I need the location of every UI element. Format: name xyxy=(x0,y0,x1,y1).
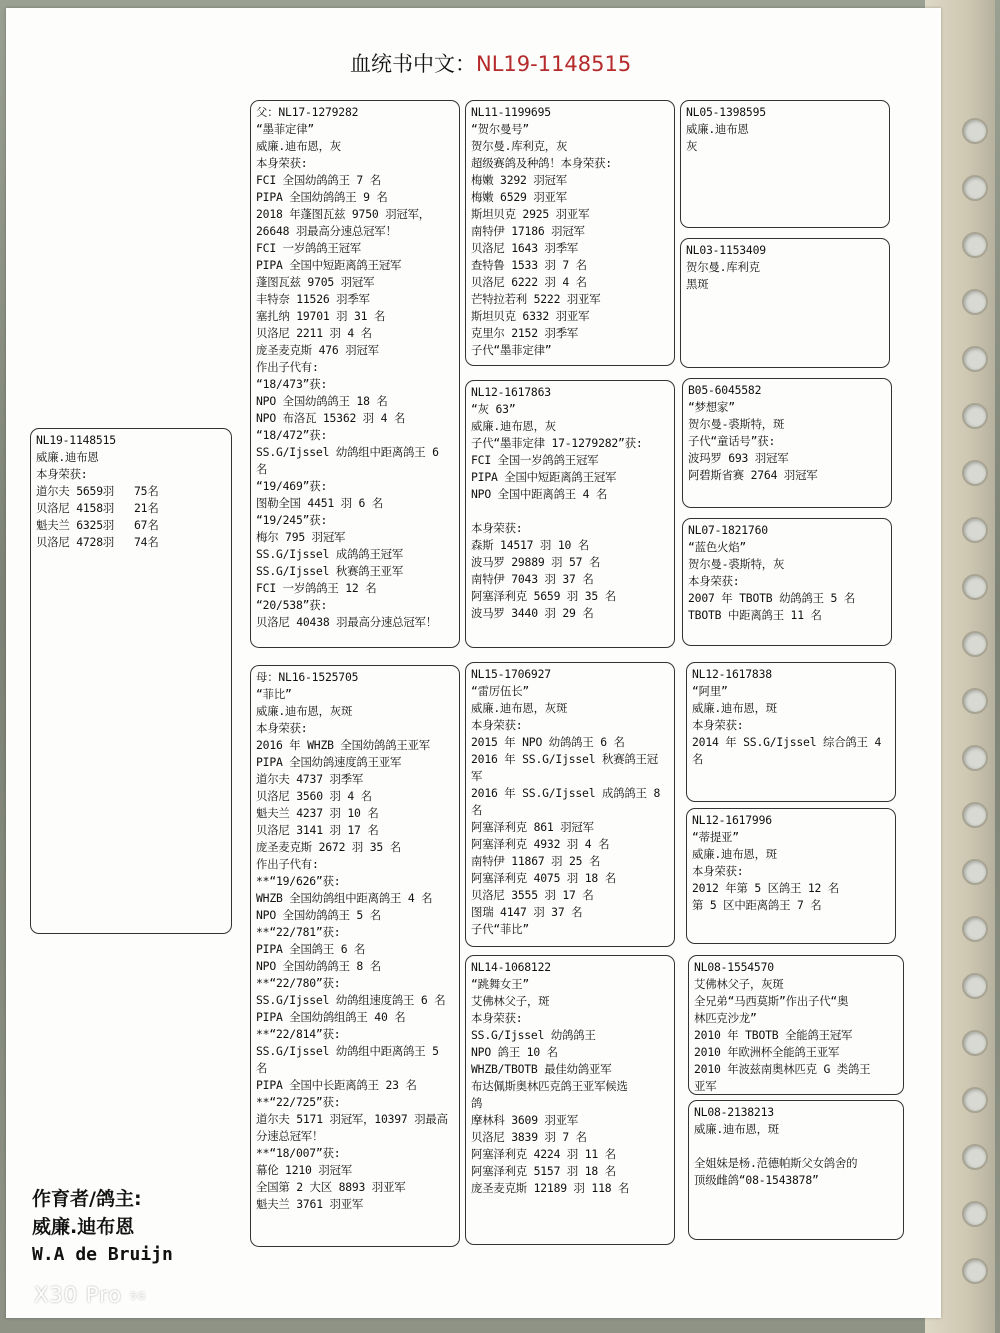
pedigree-line: 母：NL16-1525705 xyxy=(256,670,359,684)
pedigree-line: 魁夫兰 6325羽 67名 xyxy=(36,518,159,532)
pedigree-line: 威廉.迪布恩，灰 xyxy=(256,139,341,153)
pedigree-line xyxy=(471,503,669,520)
pedigree-line: NPO 全国幼鸽鸽王 5 名 xyxy=(256,908,381,922)
pedigree-line: “20/538”获: xyxy=(256,598,328,612)
pedigree-line: SS.G/Ijssel 幼鸽组中距离鸽王 5 xyxy=(256,1044,439,1058)
pedigree-line: 鸽 xyxy=(471,1096,483,1110)
pedigree-line: PIPA 全国鸽王 6 名 xyxy=(256,942,366,956)
pedigree-line: “18/473”获: xyxy=(256,377,328,391)
pedigree-line: 丰特奈 11526 羽季军 xyxy=(256,292,370,306)
punch-hole xyxy=(962,916,988,942)
sire-box xyxy=(250,100,460,648)
pedigree-line: NL14-1068122 xyxy=(471,960,551,974)
pedigree-line: PIPA 全国中短距离鸽王冠军 xyxy=(256,258,402,272)
pedigree-line: 超级赛鸽及种鸽！本身荣获: xyxy=(471,156,612,170)
dam-dam-text xyxy=(471,959,669,1197)
pedigree-line: **“22/725”获: xyxy=(256,1095,341,1109)
pedigree-line: 道尔夫 4737 羽季军 xyxy=(256,772,364,786)
pedigree-line: 图勒全国 4451 羽 6 名 xyxy=(256,496,384,510)
pedigree-line: PIPA 全国中短距离鸽王冠军 xyxy=(471,470,617,484)
pedigree-line: 布达佩斯奥林匹克鸽王亚军候选 xyxy=(471,1079,628,1093)
dam-box xyxy=(250,665,460,1247)
pedigree-line: SS.G/Ijssel 幼鸽组速度鸽王 6 名 xyxy=(256,993,446,1007)
pedigree-line: 林匹克沙龙” xyxy=(694,1011,757,1025)
pedigree-line: 2010 年欧洲杯全能鸽王亚军 xyxy=(694,1045,840,1059)
sire-sire-sire-box xyxy=(680,100,890,228)
pedigree-line: **“22/781”获: xyxy=(256,925,341,939)
pedigree-line: 名 xyxy=(692,752,704,766)
pedigree-line: 本身荣获: xyxy=(471,1011,523,1025)
punch-hole xyxy=(962,175,988,201)
pedigree-line: NL12-1617863 xyxy=(471,385,551,399)
pedigree-line: 2012 年第 5 区鸽王 12 名 xyxy=(692,881,840,895)
pedigree-line: 威廉.迪布恩，灰斑 xyxy=(471,701,568,715)
pedigree-line: 2010 年 TBOTB 全能鸽王冠军 xyxy=(694,1028,853,1042)
pedigree-line: 威廉.迪布恩，斑 xyxy=(692,701,777,715)
pedigree-line: 贝洛尼 4728羽 74名 xyxy=(36,535,159,549)
pedigree-line: 贝洛尼 2211 羽 4 名 xyxy=(256,326,372,340)
pedigree-line: “菲比” xyxy=(256,687,292,701)
pedigree-line: WHZB/TBOTB 最佳幼鸽亚军 xyxy=(471,1062,612,1076)
pedigree-line xyxy=(694,1138,898,1155)
pedigree-line: 全国第 2 大区 8893 羽亚军 xyxy=(256,1180,406,1194)
pedigree-line: NL08-1554570 xyxy=(694,960,774,974)
pedigree-line: PIPA 全国幼鸽速度鸽王亚军 xyxy=(256,755,402,769)
pedigree-line: 2010 年波兹南奥林匹克 G 类鸽王 xyxy=(694,1062,871,1076)
pedigree-line: 梅嫩 6529 羽亚军 xyxy=(471,190,567,204)
pedigree-line: 全兄弟“马西莫斯”作出子代“奥 xyxy=(694,994,849,1008)
pedigree-line: 图瑞 4147 羽 37 名 xyxy=(471,905,583,919)
punch-hole xyxy=(962,1258,988,1284)
sire-dam-sire-box xyxy=(682,378,892,508)
camera-watermark xyxy=(34,1283,150,1307)
pedigree-line: 摩林科 3609 羽亚军 xyxy=(471,1113,579,1127)
breeder-name-cn: 威廉.迪布恩 xyxy=(32,1216,135,1238)
pedigree-line: 阿碧斯省赛 2764 羽冠军 xyxy=(688,468,818,482)
pedigree-line: NPO 全国幼鸽鸽王 18 名 xyxy=(256,394,388,408)
pedigree-line: 2018 年蓬图瓦兹 9750 羽冠军， xyxy=(256,207,430,221)
pedigree-line: “19/469”获: xyxy=(256,479,328,493)
pedigree-line: 名 xyxy=(256,462,268,476)
dam-sire-box xyxy=(465,662,675,947)
pedigree-line: 贝洛尼 4158羽 21名 xyxy=(36,501,159,515)
pedigree-line: NL07-1821760 xyxy=(688,523,768,537)
breeder-info xyxy=(32,1185,173,1269)
pedigree-line: 波玛罗 693 羽冠军 xyxy=(688,451,789,465)
pedigree-line: 南特伊 7043 羽 37 名 xyxy=(471,572,594,586)
pedigree-line: NL11-1199695 xyxy=(471,105,551,119)
pedigree-line: 道尔夫 5659羽 75名 xyxy=(36,484,159,498)
punch-hole xyxy=(962,745,988,771)
punch-hole xyxy=(962,1144,988,1170)
breeder-name-latin: W.A de Bruijn xyxy=(32,1244,173,1265)
pedigree-line: 本身荣获: xyxy=(36,467,88,481)
dam-sire-sire-text xyxy=(692,666,890,768)
pedigree-line: 第 5 区中距离鸽王 7 名 xyxy=(692,898,822,912)
pedigree-line: NPO 全国幼鸽鸽王 8 名 xyxy=(256,959,381,973)
sire-dam-text xyxy=(471,384,669,622)
pedigree-line: 本身荣获: xyxy=(471,718,523,732)
pedigree-line: 黑斑 xyxy=(686,277,709,291)
pedigree-line: **“22/814”获: xyxy=(256,1027,341,1041)
pedigree-line: FCI 全国幼鸽鸽王 7 名 xyxy=(256,173,381,187)
punch-hole xyxy=(962,460,988,486)
dam-text xyxy=(256,669,454,1213)
pedigree-line: 蓬图瓦兹 9705 羽冠军 xyxy=(256,275,375,289)
pedigree-line: 分速总冠军！ xyxy=(256,1129,324,1143)
pedigree-line: 贺尔曼-裘斯特，斑 xyxy=(688,417,785,431)
pedigree-line: 幕伦 1210 羽冠军 xyxy=(256,1163,352,1177)
subject-text xyxy=(36,432,226,551)
pedigree-line: 塞扎纳 19701 羽 31 名 xyxy=(256,309,386,323)
pedigree-line: “跳舞女王” xyxy=(471,977,530,991)
dam-sire-sire-box xyxy=(686,662,896,802)
pedigree-line: 阿塞泽利克 4075 羽 18 名 xyxy=(471,871,616,885)
pedigree-line: 顶级雌鸽“08-1543878” xyxy=(694,1173,819,1187)
pedigree-line: 本身荣获: xyxy=(256,721,308,735)
punch-hole xyxy=(962,232,988,258)
pedigree-line: PIPA 全国幼鸽组鸽王 40 名 xyxy=(256,1010,406,1024)
dam-sire-dam-text xyxy=(692,812,890,914)
punch-hole xyxy=(962,1201,988,1227)
pedigree-line: 2007 年 TBOTB 幼鸽鸽王 5 名 xyxy=(688,591,856,605)
pedigree-line: PIPA 全国中长距离鸽王 23 名 xyxy=(256,1078,417,1092)
pedigree-line: 克里尔 2152 羽季军 xyxy=(471,326,579,340)
punch-hole xyxy=(962,973,988,999)
pedigree-line: NPO 全国中距离鸽王 4 名 xyxy=(471,487,608,501)
pedigree-line: “灰 63” xyxy=(471,402,516,416)
pedigree-line: 阿塞泽利克 4932 羽 4 名 xyxy=(471,837,610,851)
punch-hole xyxy=(962,688,988,714)
pedigree-line: 魁夫兰 4237 羽 10 名 xyxy=(256,806,379,820)
pedigree-line: 名 xyxy=(256,1061,268,1075)
pedigree-line: 贝洛尼 40438 羽最高分速总冠军！ xyxy=(256,615,437,629)
pedigree-line: NL05-1398595 xyxy=(686,105,766,119)
punch-hole xyxy=(962,631,988,657)
pedigree-line: 父：NL17-1279282 xyxy=(256,105,359,119)
pedigree-line: FCI 全国一岁鸽鸽王冠军 xyxy=(471,453,599,467)
pedigree-line: B05-6045582 xyxy=(688,383,762,397)
dam-dam-box xyxy=(465,955,675,1245)
pedigree-line: 阿塞泽利克 5659 羽 35 名 xyxy=(471,589,616,603)
camera-5g-badge: 5G xyxy=(126,1290,150,1303)
pedigree-line: WHZB 全国幼鸽组中距离鸽王 4 名 xyxy=(256,891,433,905)
pedigree-line: NPO 布洛瓦 15362 羽 4 名 xyxy=(256,411,406,425)
pedigree-line: 阿塞泽利克 4224 羽 11 名 xyxy=(471,1147,616,1161)
sire-dam-box xyxy=(465,380,675,648)
dam-dam-dam-box xyxy=(688,1100,904,1240)
pedigree-line: 2015 年 NPO 幼鸽鸽王 6 名 xyxy=(471,735,625,749)
pedigree-line: 查特鲁 1533 羽 7 名 xyxy=(471,258,587,272)
subject-pigeon-box xyxy=(30,428,232,934)
pedigree-line: 子代“童话号”获: xyxy=(688,434,776,448)
pedigree-line: FCI 一岁鸽鸽王冠军 xyxy=(256,241,361,255)
pedigree-line: SS.G/Ijssel 幼鸽鸽王 xyxy=(471,1028,596,1042)
pedigree-line: 森斯 14517 羽 10 名 xyxy=(471,538,589,552)
pedigree-line: SS.G/Ijssel 幼鸽组中距离鸽王 6 xyxy=(256,445,439,459)
pedigree-line: **“22/780”获: xyxy=(256,976,341,990)
pedigree-line: NL12-1617996 xyxy=(692,813,772,827)
pedigree-line: 贝洛尼 3839 羽 7 名 xyxy=(471,1130,587,1144)
pedigree-line: 贝洛尼 1643 羽季军 xyxy=(471,241,579,255)
pedigree-line: 本身荣获: xyxy=(692,864,744,878)
pedigree-line: “18/472”获: xyxy=(256,428,328,442)
pedigree-line: 26648 羽最高分速总冠军！ xyxy=(256,224,397,238)
pedigree-line: 作出子代有: xyxy=(256,360,319,374)
pedigree-line: 贝洛尼 3141 羽 17 名 xyxy=(256,823,379,837)
pedigree-line: NPO 鸽王 10 名 xyxy=(471,1045,558,1059)
pedigree-line: 贝洛尼 3560 羽 4 名 xyxy=(256,789,372,803)
sire-sire-dam-text xyxy=(686,242,884,293)
pedigree-line: 本身荣获: xyxy=(471,521,523,535)
pedigree-line: 庞圣麦克斯 476 羽冠军 xyxy=(256,343,379,357)
sire-text xyxy=(256,104,454,631)
pedigree-line: 威廉.迪布恩，灰斑 xyxy=(256,704,353,718)
pedigree-line: 2016 年 SS.G/Ijssel 成鸽鸽王 8 xyxy=(471,786,661,800)
pedigree-line: 庞圣麦克斯 12189 羽 118 名 xyxy=(471,1181,630,1195)
pedigree-line: “梦想家” xyxy=(688,400,735,414)
pedigree-line: 梅尔 795 羽冠军 xyxy=(256,530,346,544)
dam-dam-sire-text xyxy=(694,959,898,1095)
punch-hole xyxy=(962,1087,988,1113)
sire-dam-dam-text xyxy=(688,522,886,624)
pedigree-line: 本身荣获: xyxy=(256,156,308,170)
sire-sire-box xyxy=(465,100,675,366)
pedigree-line: 阿塞泽利克 5157 羽 18 名 xyxy=(471,1164,616,1178)
punch-hole xyxy=(962,859,988,885)
pedigree-line: 子代“墨菲定律 17-1279282”获: xyxy=(471,436,643,450)
pedigree-line: 名 xyxy=(471,803,483,817)
pedigree-line: **“18/007”获: xyxy=(256,1146,341,1160)
sire-dam-sire-text xyxy=(688,382,886,484)
punch-hole xyxy=(962,346,988,372)
page-title xyxy=(350,48,631,78)
dam-sire-text xyxy=(471,666,669,938)
pedigree-line: 阿塞泽利克 861 羽冠军 xyxy=(471,820,594,834)
pedigree-line: 本身荣获: xyxy=(688,574,740,588)
pedigree-line: 灰 xyxy=(686,139,698,153)
pedigree-line: 本身荣获: xyxy=(692,718,744,732)
pedigree-line: 威廉.迪布恩，斑 xyxy=(692,847,777,861)
pedigree-line: 威廉.迪布恩 xyxy=(36,450,99,464)
pedigree-line: FCI 一岁鸽鸽王 12 名 xyxy=(256,581,377,595)
pedigree-line: 斯坦贝克 2925 羽亚军 xyxy=(471,207,590,221)
sire-sire-text xyxy=(471,104,669,359)
title-ring-number: NL19-1148515 xyxy=(476,52,632,76)
pedigree-line: **“19/626”获: xyxy=(256,874,341,888)
pedigree-line: NL19-1148515 xyxy=(36,433,116,447)
pedigree-line: 2016 年 WHZB 全国幼鸽鸽王亚军 xyxy=(256,738,430,752)
pedigree-line: 道尔夫 5171 羽冠军，10397 羽最高 xyxy=(256,1112,448,1126)
pedigree-line: 威廉.迪布恩，灰 xyxy=(471,419,556,433)
punch-hole xyxy=(962,574,988,600)
camera-brand: X30 Pro xyxy=(34,1283,123,1307)
pedigree-line: “蓝色火焰” xyxy=(688,540,747,554)
pedigree-line: 军 xyxy=(471,769,483,783)
pedigree-line: 作出子代有: xyxy=(256,857,319,871)
pedigree-line: 梅嫩 3292 羽冠军 xyxy=(471,173,567,187)
punch-hole xyxy=(962,1030,988,1056)
pedigree-line: 斯坦贝克 6332 羽亚军 xyxy=(471,309,590,323)
pedigree-line: SS.G/Ijssel 秋赛鸽王亚军 xyxy=(256,564,404,578)
pedigree-line: 庞圣麦克斯 2672 羽 35 名 xyxy=(256,840,401,854)
pedigree-line: 贝洛尼 6222 羽 4 名 xyxy=(471,275,587,289)
pedigree-line: 波马罗 3440 羽 29 名 xyxy=(471,606,594,620)
punch-hole xyxy=(962,802,988,828)
title-prefix: 血统书中文： xyxy=(350,52,476,76)
sire-sire-dam-box xyxy=(680,238,890,368)
punch-hole xyxy=(962,289,988,315)
pedigree-line: “雷厉伍长” xyxy=(471,684,530,698)
pedigree-line: 艾佛林父子，斑 xyxy=(471,994,550,1008)
pedigree-line: 芒特拉若利 5222 羽亚军 xyxy=(471,292,601,306)
pedigree-line: 2016 年 SS.G/Ijssel 秋赛鸽王冠 xyxy=(471,752,658,766)
pedigree-line: “墨菲定律” xyxy=(256,122,315,136)
punch-hole xyxy=(962,517,988,543)
pedigree-line: 艾佛林父子，灰斑 xyxy=(694,977,784,991)
pedigree-line: 魁夫兰 3761 羽亚军 xyxy=(256,1197,364,1211)
pedigree-line: 贺尔曼.库利克 xyxy=(686,260,760,274)
dam-dam-sire-box xyxy=(688,955,904,1095)
pedigree-line: “阿里” xyxy=(692,684,728,698)
pedigree-line: TBOTB 中距离鸽王 11 名 xyxy=(688,608,822,622)
dam-sire-dam-box xyxy=(686,808,896,944)
sire-dam-dam-box xyxy=(682,518,892,646)
pedigree-line: 威廉.迪布恩 xyxy=(686,122,749,136)
pedigree-line: 波马罗 29889 羽 57 名 xyxy=(471,555,601,569)
pedigree-line: 子代“墨菲定律” xyxy=(471,343,552,357)
punch-hole xyxy=(962,403,988,429)
pedigree-line: 全姐妹是杨.范德帕斯父女鸽舍的 xyxy=(694,1156,858,1170)
pedigree-line: PIPA 全国幼鸽鸽王 9 名 xyxy=(256,190,388,204)
pedigree-line: NL08-2138213 xyxy=(694,1105,774,1119)
pedigree-line: 子代“菲比” xyxy=(471,922,530,936)
sire-sire-sire-text xyxy=(686,104,884,155)
pedigree-line: 贺尔曼-裘斯特，灰 xyxy=(688,557,785,571)
pedigree-line: 南特伊 17186 羽冠军 xyxy=(471,224,585,238)
pedigree-line: NL12-1617838 xyxy=(692,667,772,681)
pedigree-line: 威廉.迪布恩，斑 xyxy=(694,1122,779,1136)
pedigree-line: 贝洛尼 3555 羽 17 名 xyxy=(471,888,594,902)
pedigree-line: “贺尔曼号” xyxy=(471,122,530,136)
pedigree-line: “19/245”获: xyxy=(256,513,328,527)
pedigree-line: NL03-1153409 xyxy=(686,243,766,257)
pedigree-line: “蒂提亚” xyxy=(692,830,739,844)
breeder-label: 作育者/鸽主: xyxy=(32,1188,142,1210)
punch-hole xyxy=(962,118,988,144)
pedigree-line: 南特伊 11867 羽 25 名 xyxy=(471,854,601,868)
pedigree-line: 亚军 xyxy=(694,1079,717,1093)
pedigree-line: 2014 年 SS.G/Ijssel 综合鸽王 4 xyxy=(692,735,882,749)
pedigree-line: NL15-1706927 xyxy=(471,667,551,681)
dam-dam-dam-text xyxy=(694,1104,898,1189)
pedigree-line: 贺尔曼.库利克，灰 xyxy=(471,139,568,153)
pedigree-line: SS.G/Ijssel 成鸽鸽王冠军 xyxy=(256,547,404,561)
